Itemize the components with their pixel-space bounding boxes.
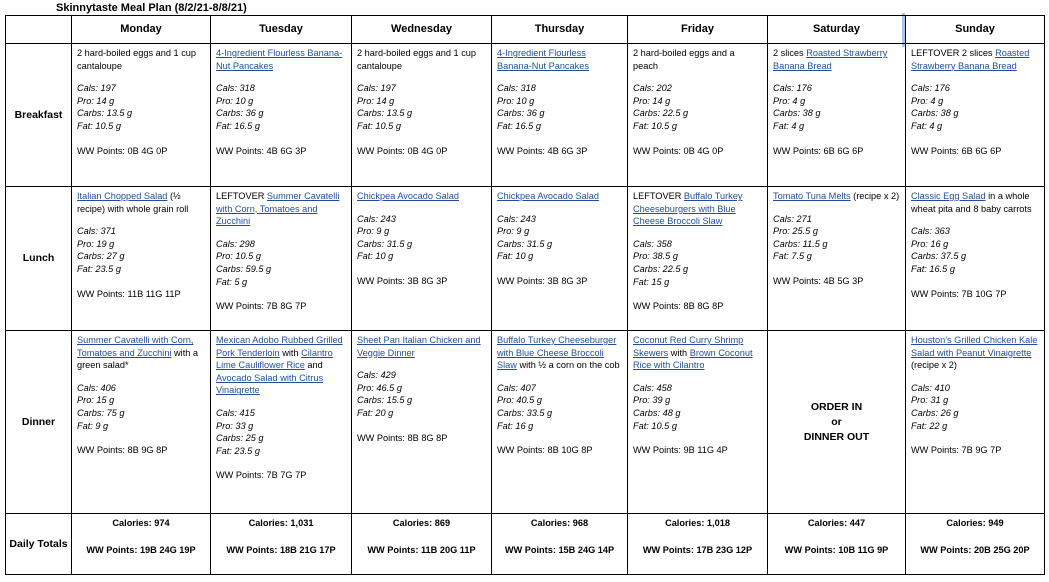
daily-total-tuesday xyxy=(211,514,352,575)
nutrition-fat: Fat: 15 g xyxy=(633,276,670,287)
recipe-link[interactable]: Cilantro Lime Cauliflower Rice xyxy=(216,347,333,371)
recipe-link[interactable]: Summer Cavatelli with Corn, Tomatoes and Zucchini xyxy=(216,191,340,227)
dinner-cell-tuesday xyxy=(211,331,352,514)
nutrition-pro: Pro: 14 g xyxy=(357,95,395,106)
dinner-cell-thursday xyxy=(492,331,628,514)
total-calories: Calories: 869 xyxy=(392,518,451,528)
nutrition-cals: Cals: 202 xyxy=(633,83,672,94)
lunch-cell-thursday xyxy=(492,187,628,331)
nutrition-pro: Pro: 10.5 g xyxy=(216,251,261,262)
corner-cell xyxy=(6,16,72,44)
nutrition-pro: Pro: 15 g xyxy=(77,395,115,406)
recipe-link[interactable]: Roasted Strawberry Banana Bread xyxy=(773,48,888,71)
nutrition-carbs: Carbs: 22.5 g xyxy=(633,108,689,119)
nutrition-pro: Pro: 38.5 g xyxy=(633,251,678,262)
nutrition-carbs: Carbs: 31.5 g xyxy=(497,238,553,249)
nutrition-pro: Pro: 10 g xyxy=(497,95,535,106)
ww-points: WW Points: 4B 5G 3P xyxy=(773,275,864,286)
description-text: (recipe x 2) xyxy=(850,191,900,201)
nutrition-cals: Cals: 243 xyxy=(497,213,536,224)
nutrition-cals: Cals: 197 xyxy=(77,83,116,94)
nutrition-cals: Cals: 429 xyxy=(357,370,396,381)
meal-description xyxy=(497,190,622,203)
nutrition-carbs: Carbs: 13.5 g xyxy=(77,108,133,119)
order-in-text: DINNER OUT xyxy=(803,431,870,443)
daily-total-wednesday xyxy=(352,514,492,575)
nutrition-fat: Fat: 10 g xyxy=(497,251,534,262)
ww-points: WW Points: 3B 8G 3P xyxy=(497,275,588,286)
description-text: with ½ a corn on the cob xyxy=(516,360,620,371)
description-text: LEFTOVER 2 slices xyxy=(911,48,996,58)
total-calories: Calories: 1,018 xyxy=(665,518,730,528)
nutrition-carbs: Carbs: 31.5 g xyxy=(357,238,413,249)
nutrition-fat: Fat: 10 g xyxy=(357,251,394,262)
recipe-link[interactable]: 4-Ingredient Flourless Banana-Nut Pancakes xyxy=(497,48,589,71)
meal-description xyxy=(633,190,762,228)
meal-description xyxy=(77,334,205,372)
ww-points: WW Points: 0B 4G 0P xyxy=(357,145,448,156)
nutrition-cals: Cals: 176 xyxy=(911,83,950,94)
ww-points: WW Points: 0B 4G 0P xyxy=(633,145,724,156)
nutrition-fat: Fat: 7.5 g xyxy=(773,251,812,262)
total-calories: Calories: 1,031 xyxy=(248,518,314,528)
ww-points: WW Points: 8B 8G 8P xyxy=(633,301,724,312)
description-text: in a whole wheat pita and 8 baby carrots xyxy=(911,191,1032,214)
meal-description xyxy=(911,334,1039,372)
ww-points: WW Points: 6B 6G 6P xyxy=(911,145,1002,156)
nutrition-carbs: Carbs: 36 g xyxy=(216,108,264,119)
nutrition-fat: Fat: 16.5 g xyxy=(497,120,541,131)
lunch-cell-sunday xyxy=(906,187,1045,331)
totals-row xyxy=(6,514,1045,575)
recipe-link[interactable]: Buffalo Turkey Cheeseburger with Blue Cheese Broccoli Slaw xyxy=(497,335,617,371)
day-header-sunday: Sunday xyxy=(906,16,1045,44)
nutrition-carbs: Carbs: 48 g xyxy=(633,407,681,418)
nutrition-carbs: Carbs: 26 g xyxy=(911,407,959,418)
meal-description xyxy=(497,47,622,72)
nutrition-fat: Fat: 10.5 g xyxy=(77,120,121,131)
ww-points: WW Points: 11B 11G 11P xyxy=(77,288,181,299)
ww-points: WW Points: 4B 6G 3P xyxy=(216,145,307,156)
dinner-row xyxy=(6,331,1045,514)
description-text: with xyxy=(668,347,690,358)
breakfast-cell-wednesday xyxy=(352,44,492,187)
description-text: (recipe x 2) xyxy=(911,360,957,371)
nutrition-pro: Pro: 10 g xyxy=(216,95,254,106)
lunch-cell-wednesday xyxy=(352,187,492,331)
description-text: with xyxy=(279,347,302,358)
nutrition-cals: Cals: 197 xyxy=(357,83,396,94)
lunch-row xyxy=(6,187,1045,331)
nutrition-pro: Pro: 46.5 g xyxy=(357,382,402,393)
nutrition-fat: Fat: 16.5 g xyxy=(216,120,260,131)
nutrition-fat: Fat: 20 g xyxy=(357,407,394,418)
nutrition-pro: Pro: 9 g xyxy=(357,226,390,237)
nutrition-cals: Cals: 410 xyxy=(911,382,950,393)
description-text: LEFTOVER xyxy=(216,191,267,201)
breakfast-row xyxy=(6,44,1045,187)
total-calories: Calories: 974 xyxy=(112,518,170,528)
dinner-cell-friday xyxy=(628,331,768,514)
daily-total-thursday xyxy=(492,514,628,575)
nutrition-carbs: Carbs: 22.5 g xyxy=(633,263,689,274)
breakfast-cell-thursday xyxy=(492,44,628,187)
nutrition-cals: Cals: 358 xyxy=(633,238,672,249)
ww-points: WW Points: 7B 7G 7P xyxy=(216,470,307,481)
meal-description xyxy=(911,47,1039,72)
nutrition-cals: Cals: 298 xyxy=(216,238,255,249)
recipe-link[interactable]: Coconut Red Curry Shrimp Skewers xyxy=(633,335,744,358)
breakfast-cell-sunday xyxy=(906,44,1045,187)
nutrition-cals: Cals: 363 xyxy=(911,226,950,237)
nutrition-carbs: Carbs: 13.5 g xyxy=(357,108,413,119)
meal-description xyxy=(773,190,900,203)
meal-description xyxy=(77,190,205,215)
total-calories: Calories: 949 xyxy=(946,518,1004,528)
nutrition-fat: Fat: 10.5 g xyxy=(357,120,401,131)
dinner-cell-monday xyxy=(72,331,211,514)
meal-description xyxy=(357,47,486,72)
nutrition-fat: Fat: 4 g xyxy=(911,120,943,131)
nutrition-pro: Pro: 25.5 g xyxy=(773,226,818,237)
dinner-cell-wednesday xyxy=(352,331,492,514)
nutrition-fat: Fat: 4 g xyxy=(773,120,805,131)
total-ww-points: WW Points: 15B 24G 14P xyxy=(504,544,615,555)
meal-description xyxy=(633,334,762,372)
meal-description xyxy=(773,47,900,72)
nutrition-pro: Pro: 9 g xyxy=(497,226,530,237)
nutrition-pro: Pro: 31 g xyxy=(911,395,949,406)
ww-points: WW Points: 9B 11G 4P xyxy=(633,445,728,456)
recipe-link[interactable]: Chickpea Avocado Salad xyxy=(497,191,599,201)
meal-description xyxy=(77,47,205,72)
dinner-cell-saturday xyxy=(768,331,906,514)
nutrition-carbs: Carbs: 37.5 g xyxy=(911,251,967,262)
meal-description xyxy=(357,190,486,203)
recipe-link[interactable]: Italian Chopped Salad xyxy=(77,191,168,201)
meal-description xyxy=(497,334,622,372)
lunch-cell-saturday xyxy=(768,187,906,331)
daily-total-sunday xyxy=(906,514,1045,575)
nutrition-cals: Cals: 318 xyxy=(497,83,536,94)
nutrition-carbs: Carbs: 15.5 g xyxy=(357,395,413,406)
breakfast-cell-monday xyxy=(72,44,211,187)
row-label-breakfast: Breakfast xyxy=(6,44,72,187)
recipe-link[interactable]: Chickpea Avocado Salad xyxy=(357,191,459,201)
order-in-text: or xyxy=(831,416,842,428)
description-text: 2 hard-boiled eggs and a peach xyxy=(633,48,735,71)
nutrition-fat: Fat: 23.5 g xyxy=(77,263,121,274)
ww-points: WW Points: 8B 9G 8P xyxy=(77,445,168,456)
ww-points: WW Points: 0B 4G 0P xyxy=(77,145,168,156)
daily-total-saturday xyxy=(768,514,906,575)
ww-points: WW Points: 6B 6G 6P xyxy=(773,145,864,156)
description-text: 2 hard-boiled eggs and 1 cup cantaloupe xyxy=(77,48,197,71)
nutrition-pro: Pro: 4 g xyxy=(911,95,944,106)
nutrition-cals: Cals: 458 xyxy=(633,382,672,393)
nutrition-pro: Pro: 40.5 g xyxy=(497,395,542,406)
nutrition-cals: Cals: 318 xyxy=(216,83,255,94)
nutrition-cals: Cals: 406 xyxy=(77,382,116,393)
total-ww-points: WW Points: 10B 11G 9P xyxy=(784,544,889,555)
recipe-link[interactable]: Avocado Salad with Citrus Vinaigrette xyxy=(216,372,324,396)
meal-description xyxy=(911,190,1039,215)
recipe-link[interactable]: Brown Coconut Rice with Cilantro xyxy=(633,347,753,371)
meal-plan-table xyxy=(5,15,1045,575)
nutrition-carbs: Carbs: 38 g xyxy=(911,108,959,119)
breakfast-cell-saturday xyxy=(768,44,906,187)
day-header-wednesday: Wednesday xyxy=(352,16,492,44)
recipe-link[interactable]: Summer Cavatelli with Corn, Tomatoes and Zucchini xyxy=(77,335,194,358)
nutrition-carbs: Carbs: 36 g xyxy=(497,108,545,119)
ww-points: WW Points: 7B 8G 7P xyxy=(216,301,307,312)
description-text: with a green salad* xyxy=(77,347,199,371)
meal-description xyxy=(633,47,762,72)
recipe-link[interactable]: Tomato Tuna Melts xyxy=(773,191,851,201)
nutrition-fat: Fat: 23.5 g xyxy=(216,445,260,456)
description-text: 2 slices xyxy=(773,48,807,58)
day-header-tuesday: Tuesday xyxy=(211,16,352,44)
meal-description xyxy=(216,334,346,397)
ww-points: WW Points: 7B 9G 7P xyxy=(911,445,1002,456)
row-label-dinner: Dinner xyxy=(6,331,72,514)
nutrition-pro: Pro: 39 g xyxy=(633,395,671,406)
nutrition-cals: Cals: 176 xyxy=(773,83,812,94)
day-header-saturday: Saturday xyxy=(768,16,906,44)
header-row xyxy=(6,16,1045,44)
nutrition-fat: Fat: 5 g xyxy=(216,276,248,287)
nutrition-carbs: Carbs: 75 g xyxy=(77,407,125,418)
nutrition-cals: Cals: 407 xyxy=(497,382,536,393)
description-text: 2 hard-boiled eggs and 1 cup cantaloupe xyxy=(357,48,477,71)
recipe-link[interactable]: Classic Egg Salad xyxy=(911,191,986,201)
nutrition-fat: Fat: 16 g xyxy=(497,420,534,431)
nutrition-carbs: Carbs: 33.5 g xyxy=(497,407,553,418)
recipe-link[interactable]: Sheet Pan Italian Chicken and Veggie Dinner xyxy=(357,335,481,358)
total-ww-points: WW Points: 19B 24G 19P xyxy=(86,544,196,555)
nutrition-pro: Pro: 19 g xyxy=(77,238,115,249)
nutrition-fat: Fat: 10.5 g xyxy=(633,120,677,131)
nutrition-fat: Fat: 9 g xyxy=(77,420,109,431)
dinner-cell-sunday xyxy=(906,331,1045,514)
total-calories: Calories: 968 xyxy=(530,518,589,528)
day-header-friday: Friday xyxy=(628,16,768,44)
nutrition-carbs: Carbs: 25 g xyxy=(216,433,264,444)
nutrition-cals: Cals: 415 xyxy=(216,407,255,418)
total-ww-points: WW Points: 18B 21G 17P xyxy=(226,544,336,555)
nutrition-pro: Pro: 4 g xyxy=(773,95,806,106)
nutrition-fat: Fat: 16.5 g xyxy=(911,263,955,274)
nutrition-fat: Fat: 22 g xyxy=(911,420,948,431)
nutrition-carbs: Carbs: 38 g xyxy=(773,108,821,119)
nutrition-pro: Pro: 14 g xyxy=(77,95,115,106)
recipe-link[interactable]: 4-Ingredient Flourless Banana-Nut Pancakes xyxy=(216,48,343,71)
ww-points: WW Points: 8B 8G 8P xyxy=(357,432,448,443)
ww-points: WW Points: 3B 8G 3P xyxy=(357,275,448,286)
nutrition-pro: Pro: 33 g xyxy=(216,420,254,431)
nutrition-pro: Pro: 14 g xyxy=(633,95,671,106)
meal-description xyxy=(216,47,346,72)
nutrition-cals: Cals: 271 xyxy=(773,213,812,224)
row-label-daily-totals: Daily Totals xyxy=(6,514,72,575)
nutrition-fat: Fat: 10.5 g xyxy=(633,420,677,431)
lunch-cell-tuesday xyxy=(211,187,352,331)
recipe-link[interactable]: Mexican Adobo Rubbed Grilled Pork Tenderloin xyxy=(216,335,343,358)
description-text: and xyxy=(304,360,323,371)
ww-points: WW Points: 4B 6G 3P xyxy=(497,145,588,156)
total-ww-points: WW Points: 20B 25G 20P xyxy=(920,544,1030,555)
recipe-link[interactable]: Houston's Grilled Chicken Kale Salad with Peanut Vinaigrette xyxy=(911,335,1038,358)
nutrition-carbs: Carbs: 11.5 g xyxy=(773,238,828,249)
meal-description xyxy=(357,334,486,359)
meal-description xyxy=(216,190,346,228)
description-text: (½ recipe) with whole grain roll xyxy=(77,191,189,214)
recipe-link[interactable]: Roasted Strawberry Banana Bread xyxy=(911,48,1030,71)
day-header-monday: Monday xyxy=(72,16,211,44)
nutrition-cals: Cals: 371 xyxy=(77,226,116,237)
daily-total-monday xyxy=(72,514,211,575)
nutrition-pro: Pro: 16 g xyxy=(911,238,949,249)
total-calories: Calories: 447 xyxy=(807,518,866,528)
breakfast-cell-friday xyxy=(628,44,768,187)
nutrition-carbs: Carbs: 59.5 g xyxy=(216,263,272,274)
ww-points: WW Points: 8B 10G 8P xyxy=(497,445,593,456)
nutrition-carbs: Carbs: 27 g xyxy=(77,251,125,262)
lunch-cell-monday xyxy=(72,187,211,331)
ww-points: WW Points: 7B 10G 7P xyxy=(911,288,1007,299)
daily-total-friday xyxy=(628,514,768,575)
row-label-lunch: Lunch xyxy=(6,187,72,331)
total-ww-points: WW Points: 17B 23G 12P xyxy=(642,544,753,555)
total-ww-points: WW Points: 11B 20G 11P xyxy=(367,544,476,555)
recipe-link[interactable]: Buffalo Turkey Cheeseburgers with Blue Cheese Broccoli Slaw xyxy=(633,191,743,227)
nutrition-cals: Cals: 243 xyxy=(357,213,396,224)
day-header-thursday: Thursday xyxy=(492,16,628,44)
lunch-cell-friday xyxy=(628,187,768,331)
order-in-text: ORDER IN xyxy=(810,401,863,413)
description-text: LEFTOVER xyxy=(633,191,684,201)
breakfast-cell-tuesday xyxy=(211,44,352,187)
document-title: Skinnytaste Meal Plan (8/2/21-8/8/21) xyxy=(56,2,247,14)
